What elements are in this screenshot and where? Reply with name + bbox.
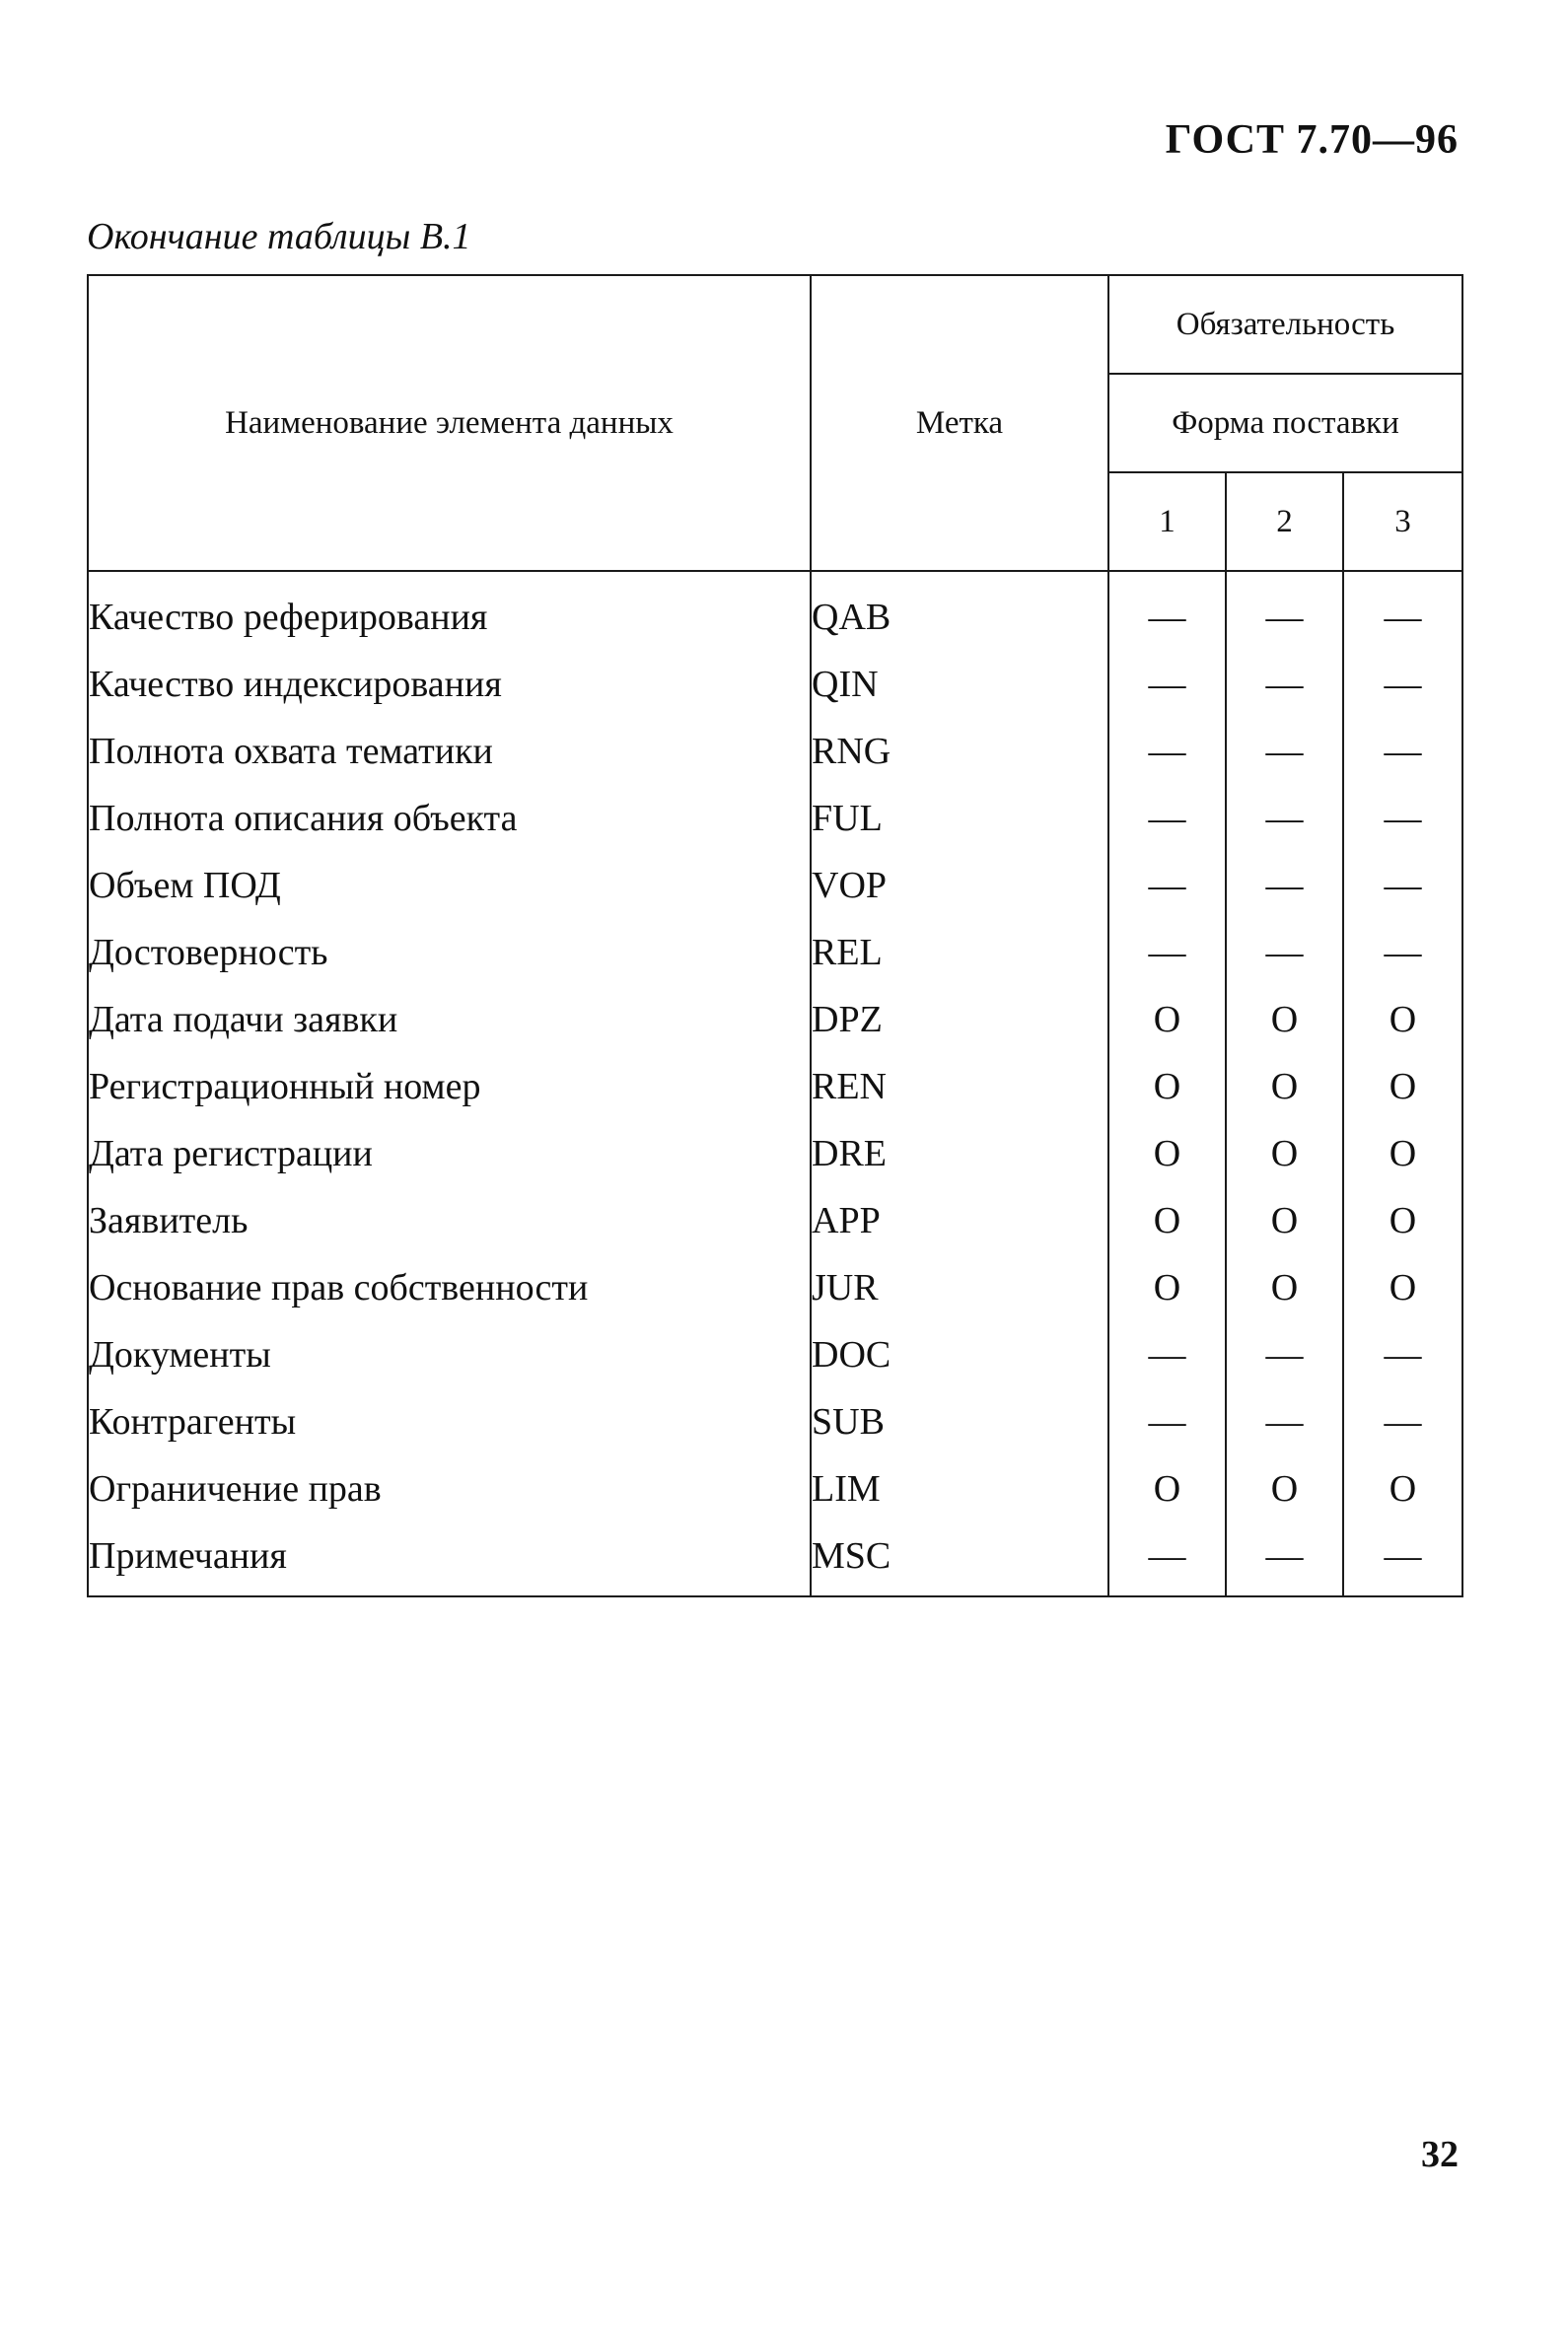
row-value-1: —: [1108, 571, 1226, 651]
row-mark: DOC: [811, 1321, 1108, 1388]
row-value-1: —: [1108, 718, 1226, 785]
row-name: Достоверность: [88, 919, 811, 986]
row-value-3: —: [1343, 1388, 1462, 1455]
table-header: [88, 275, 1462, 571]
row-value-3: —: [1343, 919, 1462, 986]
row-value-2: О: [1226, 1120, 1343, 1187]
row-mark: JUR: [811, 1254, 1108, 1321]
header-delivery-form: Форма поставки: [1108, 374, 1462, 472]
row-value-3: О: [1343, 986, 1462, 1053]
row-value-3: О: [1343, 1254, 1462, 1321]
table-row: [88, 1455, 1462, 1522]
row-value-2: О: [1226, 986, 1343, 1053]
row-value-2: О: [1226, 1187, 1343, 1254]
row-value-1: —: [1108, 651, 1226, 718]
row-name: Документы: [88, 1321, 811, 1388]
row-value-1: —: [1108, 1522, 1226, 1596]
header-form-1: 1: [1108, 472, 1226, 571]
row-name: Объем ПОД: [88, 852, 811, 919]
row-mark: FUL: [811, 785, 1108, 852]
row-name: Дата регистрации: [88, 1120, 811, 1187]
row-name: Заявитель: [88, 1187, 811, 1254]
row-value-3: —: [1343, 718, 1462, 785]
table-row: [88, 1522, 1462, 1596]
row-mark: LIM: [811, 1455, 1108, 1522]
table-row: [88, 852, 1462, 919]
row-mark: VOP: [811, 852, 1108, 919]
row-name: Дата подачи заявки: [88, 986, 811, 1053]
row-value-1: —: [1108, 785, 1226, 852]
row-value-3: —: [1343, 852, 1462, 919]
row-value-1: О: [1108, 986, 1226, 1053]
table-row: [88, 1254, 1462, 1321]
table-row: [88, 1187, 1462, 1254]
page-number: 32: [1421, 2134, 1459, 2175]
document-code: ГОСТ 7.70—96: [1165, 117, 1459, 163]
row-value-3: —: [1343, 785, 1462, 852]
table-row: [88, 1321, 1462, 1388]
table-row: [88, 718, 1462, 785]
table-row: [88, 1120, 1462, 1187]
row-value-2: О: [1226, 1254, 1343, 1321]
row-value-3: —: [1343, 571, 1462, 651]
row-mark: RNG: [811, 718, 1108, 785]
row-value-3: О: [1343, 1455, 1462, 1522]
table-row: [88, 785, 1462, 852]
row-value-2: —: [1226, 1321, 1343, 1388]
row-value-1: О: [1108, 1254, 1226, 1321]
row-value-2: —: [1226, 919, 1343, 986]
table-row: [88, 919, 1462, 986]
row-value-1: О: [1108, 1187, 1226, 1254]
row-name: Качество индексирования: [88, 651, 811, 718]
row-mark: DPZ: [811, 986, 1108, 1053]
row-name: Полнота описания объекта: [88, 785, 811, 852]
row-value-3: —: [1343, 651, 1462, 718]
row-value-3: —: [1343, 1321, 1462, 1388]
table-row: [88, 651, 1462, 718]
row-name: Качество реферирования: [88, 571, 811, 651]
row-mark: QIN: [811, 651, 1108, 718]
row-value-2: —: [1226, 1388, 1343, 1455]
table-row: [88, 1053, 1462, 1120]
row-value-1: О: [1108, 1053, 1226, 1120]
row-value-3: —: [1343, 1522, 1462, 1596]
row-value-2: —: [1226, 1522, 1343, 1596]
table-row: [88, 571, 1462, 651]
row-name: Основание прав собственности: [88, 1254, 811, 1321]
row-mark: REL: [811, 919, 1108, 986]
table-body: [88, 571, 1462, 1596]
row-value-1: —: [1108, 852, 1226, 919]
row-value-3: О: [1343, 1187, 1462, 1254]
row-value-1: —: [1108, 1321, 1226, 1388]
row-value-3: О: [1343, 1120, 1462, 1187]
row-value-1: О: [1108, 1455, 1226, 1522]
table-row: [88, 986, 1462, 1053]
row-value-2: —: [1226, 852, 1343, 919]
row-value-2: —: [1226, 785, 1343, 852]
row-value-2: О: [1226, 1455, 1343, 1522]
header-form-2: 2: [1226, 472, 1343, 571]
row-mark: SUB: [811, 1388, 1108, 1455]
row-value-2: О: [1226, 1053, 1343, 1120]
header-mark: Метка: [811, 275, 1108, 571]
row-value-1: О: [1108, 1120, 1226, 1187]
row-mark: DRE: [811, 1120, 1108, 1187]
row-mark: REN: [811, 1053, 1108, 1120]
row-mark: MSC: [811, 1522, 1108, 1596]
row-mark: APP: [811, 1187, 1108, 1254]
row-value-2: —: [1226, 571, 1343, 651]
row-name: Ограничение прав: [88, 1455, 811, 1522]
row-value-2: —: [1226, 718, 1343, 785]
row-name: Регистрационный номер: [88, 1053, 811, 1120]
row-name: Контрагенты: [88, 1388, 811, 1455]
row-mark: QAB: [811, 571, 1108, 651]
row-name: Полнота охвата тематики: [88, 718, 811, 785]
header-obligatory: Обязательность: [1108, 275, 1462, 374]
row-value-1: —: [1108, 1388, 1226, 1455]
table-caption: Окончание таблицы В.1: [87, 216, 471, 257]
row-value-2: —: [1226, 651, 1343, 718]
header-form-3: 3: [1343, 472, 1462, 571]
data-elements-table: [87, 274, 1463, 1597]
row-value-3: О: [1343, 1053, 1462, 1120]
row-name: Примечания: [88, 1522, 811, 1596]
header-name: Наименование элемента данных: [88, 275, 811, 571]
table-row: [88, 1388, 1462, 1455]
row-value-1: —: [1108, 919, 1226, 986]
